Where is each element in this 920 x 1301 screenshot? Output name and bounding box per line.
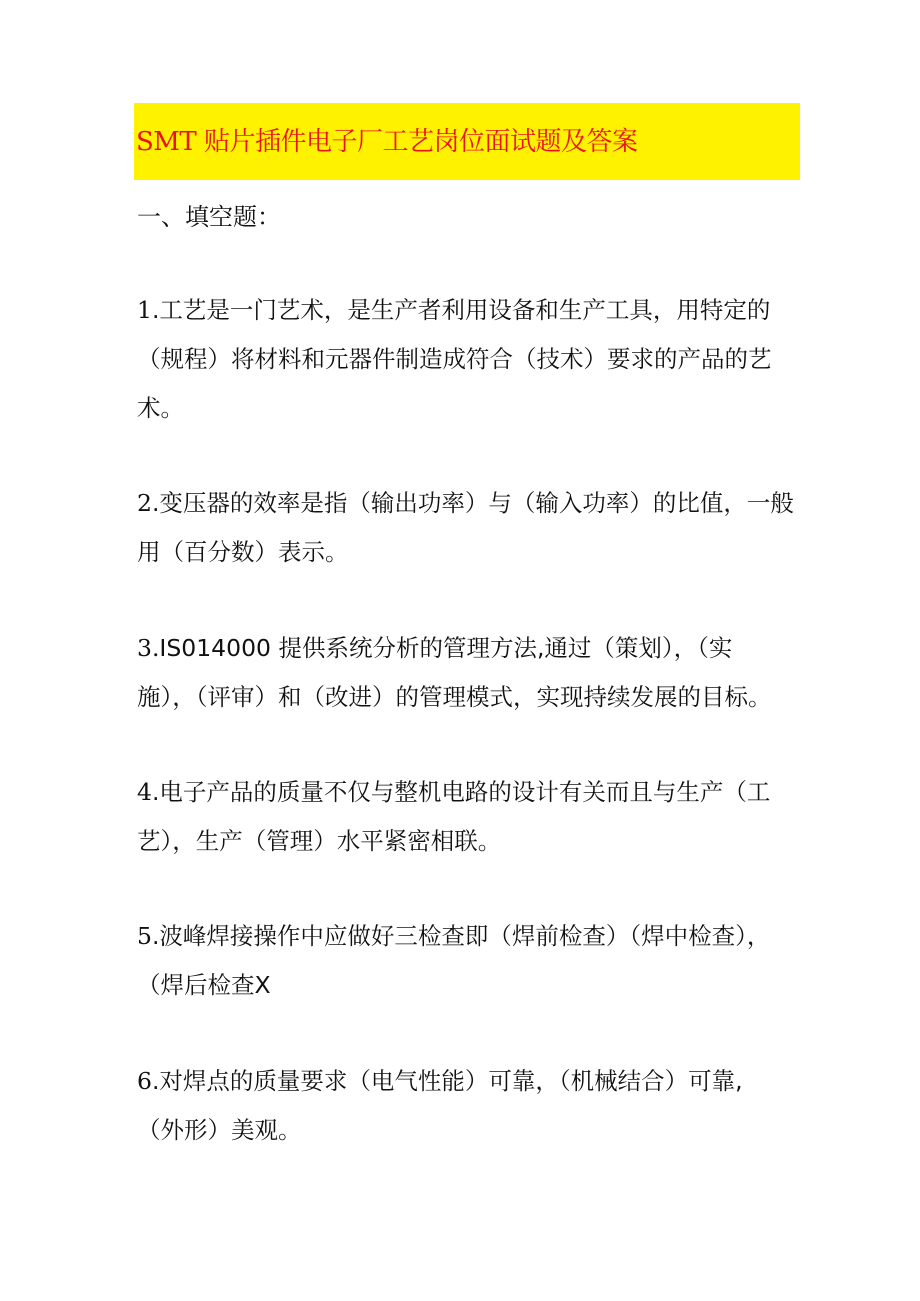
question-line: [137, 1057, 809, 1106]
question-number: 1: [137, 296, 152, 324]
question-line: [137, 768, 809, 817]
question-text: .工艺是一门艺术，是生产者利用设备和生产工具，用特定的: [151, 296, 771, 324]
question-5: [137, 912, 809, 1010]
question-text: .对焊点的质量要求（电气性能）可靠，（机械结合）可靠,: [151, 1067, 743, 1095]
question-number: 3.: [137, 634, 160, 662]
question-number: 2: [137, 489, 152, 517]
question-text: .变压器的效率是指（输出功率）与（输入功率）的比值，一般: [151, 489, 794, 517]
title-highlight-bar: [134, 103, 800, 180]
question-line: 施），（评审）和（改进）的管理模式，实现持续发展的目标。: [137, 683, 772, 711]
question-3: [137, 624, 809, 722]
question-line: （外形）美观。: [137, 1116, 302, 1144]
question-line: 用（百分数）表示。: [137, 538, 349, 566]
question-text: IS014000 提供系统分析的管理方法,通过（策划），（实: [159, 634, 733, 662]
document-title: SMT 贴片插件电子厂工艺岗位面试题及答案: [136, 127, 638, 157]
section-heading: 一、填空题：: [137, 203, 281, 231]
question-line: （焊后检查X: [137, 971, 271, 999]
question-number: 6: [137, 1067, 152, 1095]
question-line: [137, 479, 809, 528]
question-line: （规程）将材料和元器件制造成符合（技术）要求的产品的艺: [137, 345, 772, 373]
question-2: [137, 479, 809, 577]
question-line: 艺），生产（管理）水平紧密相联。: [137, 827, 502, 855]
question-number: 4: [137, 778, 152, 806]
question-number: 5: [137, 922, 152, 950]
question-6: [137, 1057, 809, 1155]
question-line: [137, 912, 809, 961]
question-line: [137, 286, 809, 335]
question-4: [137, 768, 809, 866]
question-1: [137, 286, 809, 433]
question-line: 术。: [137, 394, 184, 422]
question-text: .电子产品的质量不仅与整机电路的设计有关而且与生产（工: [151, 778, 771, 806]
question-text: .波峰焊接操作中应做好三检查即（焊前检查）（焊中检查），: [151, 922, 771, 950]
question-line: [137, 624, 809, 673]
